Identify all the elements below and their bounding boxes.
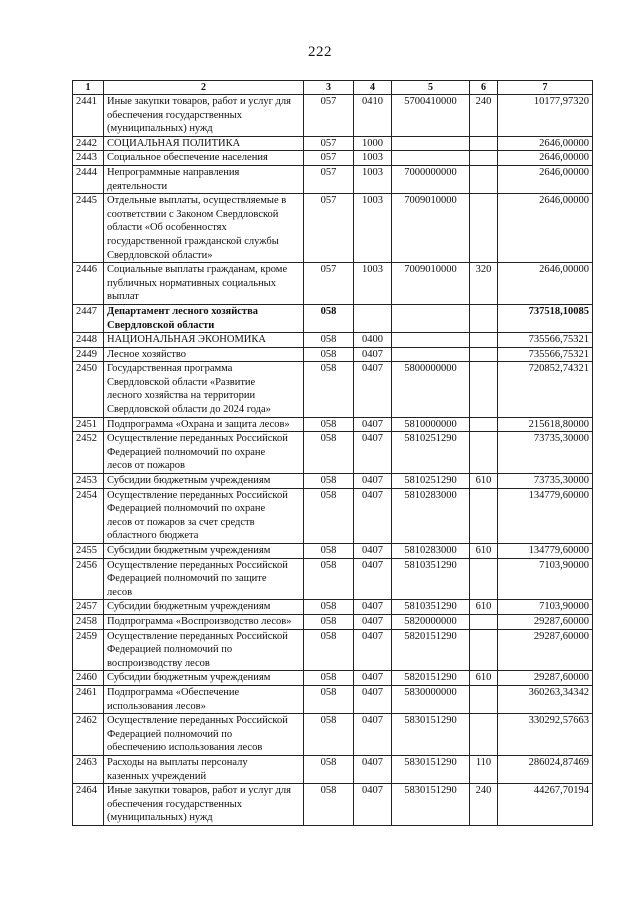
- row-target-article-code: 5810283000: [392, 544, 470, 559]
- row-target-article-code: 7009010000: [392, 194, 470, 263]
- row-section-code: 0407: [354, 488, 392, 543]
- row-amount: 29287,60000: [498, 671, 593, 686]
- table-row: [73, 784, 593, 826]
- row-name-line: Свердловской области до 2024 года»: [107, 404, 271, 416]
- row-target-article-code: 5810251290: [392, 474, 470, 489]
- row-amount: 2646,00000: [498, 263, 593, 305]
- row-expense-type-code: [470, 194, 498, 263]
- table-row: [73, 432, 593, 474]
- row-amount: 286024,87469: [498, 755, 593, 783]
- row-target-article-code: 5830151290: [392, 755, 470, 783]
- row-target-article-code: [392, 136, 470, 151]
- row-expense-type-code: 240: [470, 95, 498, 137]
- header-col-5: 5: [392, 81, 470, 95]
- row-grbs-code: 058: [304, 362, 354, 417]
- row-name-line: лесного хозяйства на территории: [107, 390, 256, 402]
- row-amount: 735566,75321: [498, 333, 593, 348]
- row-name-line: (муниципальных) нужд: [107, 123, 213, 135]
- row-target-article-code: 7000000000: [392, 165, 470, 193]
- row-name: [104, 629, 304, 671]
- row-section-code: 0407: [354, 347, 392, 362]
- row-target-article-code: [392, 333, 470, 348]
- row-expense-type-code: [470, 347, 498, 362]
- row-target-article-code: 5800000000: [392, 362, 470, 417]
- row-name-line: лесов от пожаров: [107, 460, 185, 472]
- row-name: [104, 304, 304, 332]
- table-row: [73, 417, 593, 432]
- row-grbs-code: 058: [304, 544, 354, 559]
- row-grbs-code: 058: [304, 714, 354, 756]
- row-grbs-code: 057: [304, 194, 354, 263]
- row-target-article-code: 5830151290: [392, 784, 470, 826]
- table-row: [73, 544, 593, 559]
- row-name-line: лесов: [107, 586, 133, 598]
- row-name-line: Субсидии бюджетным учреждениям: [107, 475, 271, 487]
- budget-table: [72, 80, 593, 826]
- row-section-code: 0407: [354, 629, 392, 671]
- row-grbs-code: 058: [304, 629, 354, 671]
- row-name-line: Осуществление переданных Российской: [107, 489, 288, 501]
- row-section-code: 0407: [354, 362, 392, 417]
- row-amount: 330292,57663: [498, 714, 593, 756]
- table-row: [73, 685, 593, 713]
- row-section-code: 0407: [354, 558, 392, 600]
- row-expense-type-code: [470, 558, 498, 600]
- row-expense-type-code: 240: [470, 784, 498, 826]
- row-name: [104, 151, 304, 166]
- row-section-code: 0407: [354, 474, 392, 489]
- row-name-line: выплат: [107, 291, 139, 303]
- row-expense-type-code: [470, 614, 498, 629]
- table-row: [73, 671, 593, 686]
- row-name: [104, 194, 304, 263]
- row-name-line: государственной гражданской службы: [107, 235, 279, 247]
- row-amount: 2646,00000: [498, 151, 593, 166]
- table-body: [73, 95, 593, 826]
- row-name-line: публичных нормативных социальных: [107, 277, 276, 289]
- header-col-2: 2: [104, 81, 304, 95]
- row-name: [104, 714, 304, 756]
- row-name-line: воспроизводству лесов: [107, 657, 210, 669]
- row-grbs-code: 057: [304, 165, 354, 193]
- row-name-line: обеспечения государственных: [107, 109, 242, 121]
- row-number: 2463: [73, 755, 104, 783]
- row-name-line: Федерацией полномочий по охране: [107, 503, 266, 515]
- row-expense-type-code: [470, 432, 498, 474]
- row-name: [104, 474, 304, 489]
- row-expense-type-code: [470, 362, 498, 417]
- row-amount: 73735,30000: [498, 474, 593, 489]
- row-expense-type-code: [470, 165, 498, 193]
- row-target-article-code: 5810251290: [392, 432, 470, 474]
- row-amount: 360263,34342: [498, 685, 593, 713]
- row-name: [104, 558, 304, 600]
- row-amount: 737518,10085: [498, 304, 593, 332]
- table-row: [73, 151, 593, 166]
- row-name: [104, 333, 304, 348]
- row-section-code: 0407: [354, 685, 392, 713]
- row-section-code: 0400: [354, 333, 392, 348]
- row-section-code: 0407: [354, 600, 392, 615]
- row-target-article-code: 5830000000: [392, 685, 470, 713]
- row-name-line: Подпрограмма «Воспроизводство лесов»: [107, 615, 292, 627]
- table-row: [73, 488, 593, 543]
- row-name-line: (муниципальных) нужд: [107, 812, 213, 824]
- row-target-article-code: 7009010000: [392, 263, 470, 305]
- table-row: [73, 263, 593, 305]
- row-grbs-code: 058: [304, 333, 354, 348]
- row-expense-type-code: 610: [470, 474, 498, 489]
- row-expense-type-code: [470, 629, 498, 671]
- row-expense-type-code: 610: [470, 671, 498, 686]
- row-target-article-code: [392, 151, 470, 166]
- row-name-line: использования лесов»: [107, 700, 206, 712]
- row-amount: 134779,60000: [498, 544, 593, 559]
- row-name: [104, 784, 304, 826]
- row-name-line: лесов от пожаров за счет средств: [107, 516, 255, 528]
- row-name-line: обеспечению использования лесов: [107, 742, 263, 754]
- row-number: 2444: [73, 165, 104, 193]
- row-number: 2445: [73, 194, 104, 263]
- row-section-code: 0407: [354, 671, 392, 686]
- row-grbs-code: 058: [304, 474, 354, 489]
- row-number: 2464: [73, 784, 104, 826]
- row-amount: 29287,60000: [498, 614, 593, 629]
- row-section-code: 1003: [354, 263, 392, 305]
- row-number: 2447: [73, 304, 104, 332]
- row-amount: 73735,30000: [498, 432, 593, 474]
- row-name-line: СОЦИАЛЬНАЯ ПОЛИТИКА: [107, 137, 241, 149]
- table-row: [73, 714, 593, 756]
- row-grbs-code: 058: [304, 488, 354, 543]
- page-number: 222: [308, 44, 332, 60]
- row-number: 2449: [73, 347, 104, 362]
- row-name: [104, 488, 304, 543]
- row-name-line: Федерацией полномочий по: [107, 644, 233, 656]
- header-col-3: 3: [304, 81, 354, 95]
- row-name-line: Социальное обеспечение населения: [107, 152, 268, 164]
- row-name-line: Федерацией полномочий по защите: [107, 573, 267, 585]
- row-expense-type-code: [470, 685, 498, 713]
- row-section-code: 0407: [354, 614, 392, 629]
- row-name-line: НАЦИОНАЛЬНАЯ ЭКОНОМИКА: [107, 334, 266, 346]
- row-section-code: 0407: [354, 755, 392, 783]
- row-grbs-code: 057: [304, 136, 354, 151]
- row-target-article-code: 5830151290: [392, 714, 470, 756]
- row-section-code: 1003: [354, 165, 392, 193]
- header-col-6: 6: [470, 81, 498, 95]
- row-name: [104, 685, 304, 713]
- row-target-article-code: 5820000000: [392, 614, 470, 629]
- row-amount: 29287,60000: [498, 629, 593, 671]
- row-section-code: 1003: [354, 194, 392, 263]
- row-name-line: области «Об особенностях: [107, 222, 227, 234]
- row-number: 2441: [73, 95, 104, 137]
- header-row: [73, 81, 593, 95]
- row-amount: 720852,74321: [498, 362, 593, 417]
- row-amount: 134779,60000: [498, 488, 593, 543]
- row-grbs-code: 058: [304, 417, 354, 432]
- row-amount: 735566,75321: [498, 347, 593, 362]
- row-name-line: Федерацией полномочий по: [107, 728, 233, 740]
- table-row: [73, 333, 593, 348]
- table-row: [73, 474, 593, 489]
- row-expense-type-code: 610: [470, 600, 498, 615]
- table-row: [73, 194, 593, 263]
- row-name-line: Субсидии бюджетным учреждениям: [107, 545, 271, 556]
- row-number: 2443: [73, 151, 104, 166]
- table-row: [73, 304, 593, 332]
- row-target-article-code: 5810351290: [392, 558, 470, 600]
- table-row: [73, 136, 593, 151]
- row-grbs-code: 058: [304, 614, 354, 629]
- row-number: 2462: [73, 714, 104, 756]
- row-name: [104, 136, 304, 151]
- row-name-line: Федерацией полномочий по охране: [107, 446, 266, 458]
- table-row: [73, 755, 593, 783]
- row-target-article-code: 5810283000: [392, 488, 470, 543]
- row-name-line: Государственная программа: [107, 363, 233, 375]
- row-number: 2460: [73, 671, 104, 686]
- row-number: 2453: [73, 474, 104, 489]
- row-target-article-code: [392, 347, 470, 362]
- row-name-line: Свердловской области: [107, 319, 215, 331]
- row-name-line: Подпрограмма «Обеспечение: [107, 686, 240, 698]
- row-amount: 10177,97320: [498, 95, 593, 137]
- table-row: [73, 362, 593, 417]
- row-amount: 215618,80000: [498, 417, 593, 432]
- row-number: 2458: [73, 614, 104, 629]
- row-number: 2446: [73, 263, 104, 305]
- row-name: [104, 755, 304, 783]
- row-grbs-code: 058: [304, 784, 354, 826]
- row-expense-type-code: 320: [470, 263, 498, 305]
- row-name-line: Субсидии бюджетным учреждениям: [107, 601, 271, 613]
- row-name-line: Иные закупки товаров, работ и услуг для: [107, 785, 291, 797]
- row-amount: 2646,00000: [498, 136, 593, 151]
- row-amount: 2646,00000: [498, 194, 593, 263]
- row-section-code: 0407: [354, 432, 392, 474]
- header-col-4: 4: [354, 81, 392, 95]
- row-target-article-code: 5810351290: [392, 600, 470, 615]
- row-name-line: деятельности: [107, 180, 168, 192]
- row-name: [104, 600, 304, 615]
- row-target-article-code: 5810000000: [392, 417, 470, 432]
- row-name-line: Свердловской области «Развитие: [107, 376, 256, 388]
- row-name: [104, 347, 304, 362]
- row-expense-type-code: [470, 417, 498, 432]
- row-name-line: Департамент лесного хозяйства: [107, 305, 259, 317]
- row-name: [104, 671, 304, 686]
- row-grbs-code: 058: [304, 671, 354, 686]
- row-grbs-code: 058: [304, 347, 354, 362]
- row-name-line: Осуществление переданных Российской: [107, 559, 288, 571]
- table-row: [73, 558, 593, 600]
- row-target-article-code: [392, 304, 470, 332]
- row-expense-type-code: [470, 714, 498, 756]
- row-expense-type-code: 610: [470, 544, 498, 559]
- row-name-line: Отдельные выплаты, осуществляемые в: [107, 195, 287, 207]
- row-number: 2442: [73, 136, 104, 151]
- row-name: [104, 432, 304, 474]
- row-name-line: обеспечения государственных: [107, 798, 242, 810]
- row-expense-type-code: [470, 333, 498, 348]
- row-number: 2452: [73, 432, 104, 474]
- row-section-code: 0410: [354, 95, 392, 137]
- row-name-line: Осуществление переданных Российской: [107, 715, 288, 727]
- row-name-line: Лесное хозяйство: [107, 348, 186, 360]
- row-number: 2451: [73, 417, 104, 432]
- row-name: [104, 165, 304, 193]
- row-expense-type-code: [470, 304, 498, 332]
- row-name: [104, 95, 304, 137]
- row-name-line: Субсидии бюджетным учреждениям: [107, 672, 271, 684]
- table-row: [73, 629, 593, 671]
- row-name-line: Иные закупки товаров, работ и услуг для: [107, 96, 291, 107]
- row-name-line: Подпрограмма «Охрана и защита лесов»: [107, 418, 290, 430]
- row-grbs-code: 058: [304, 685, 354, 713]
- row-number: 2448: [73, 333, 104, 348]
- row-grbs-code: 058: [304, 600, 354, 615]
- row-grbs-code: 058: [304, 755, 354, 783]
- row-number: 2461: [73, 685, 104, 713]
- table-row: [73, 95, 593, 137]
- header-col-7: 7: [498, 81, 593, 95]
- row-section-code: 0407: [354, 784, 392, 826]
- row-amount: 44267,70194: [498, 784, 593, 826]
- row-expense-type-code: [470, 488, 498, 543]
- row-amount: 7103,90000: [498, 600, 593, 615]
- row-number: 2457: [73, 600, 104, 615]
- row-name-line: Осуществление переданных Российской: [107, 630, 288, 642]
- row-section-code: 1000: [354, 136, 392, 151]
- row-number: 2450: [73, 362, 104, 417]
- table-row: [73, 347, 593, 362]
- row-section-code: 0407: [354, 714, 392, 756]
- row-grbs-code: 058: [304, 558, 354, 600]
- row-name-line: Осуществление переданных Российской: [107, 433, 288, 445]
- row-name-line: Расходы на выплаты персоналу: [107, 756, 248, 768]
- row-grbs-code: 058: [304, 304, 354, 332]
- row-number: 2454: [73, 488, 104, 543]
- row-name-line: областного бюджета: [107, 530, 199, 542]
- row-section-code: 0407: [354, 544, 392, 559]
- row-amount: 7103,90000: [498, 558, 593, 600]
- row-grbs-code: 058: [304, 432, 354, 474]
- row-name-line: казенных учреждений: [107, 770, 207, 782]
- row-number: 2459: [73, 629, 104, 671]
- row-expense-type-code: [470, 151, 498, 166]
- row-expense-type-code: 110: [470, 755, 498, 783]
- row-name-line: Непрограммные направления: [107, 166, 240, 178]
- row-section-code: 0407: [354, 417, 392, 432]
- row-grbs-code: 057: [304, 95, 354, 137]
- row-name: [104, 263, 304, 305]
- row-name: [104, 417, 304, 432]
- header-col-1: 1: [73, 81, 104, 95]
- row-number: 2455: [73, 544, 104, 559]
- row-number: 2456: [73, 558, 104, 600]
- row-name: [104, 544, 304, 559]
- table-row: [73, 614, 593, 629]
- row-name-line: соответствии с Законом Свердловской: [107, 208, 279, 220]
- row-name: [104, 362, 304, 417]
- row-target-article-code: 5820151290: [392, 629, 470, 671]
- table-row: [73, 600, 593, 615]
- row-section-code: 1003: [354, 151, 392, 166]
- row-name-line: Свердловской области»: [107, 249, 213, 261]
- row-amount: 2646,00000: [498, 165, 593, 193]
- row-name-line: Социальные выплаты гражданам, кроме: [107, 264, 288, 276]
- row-target-article-code: 5820151290: [392, 671, 470, 686]
- row-expense-type-code: [470, 136, 498, 151]
- row-grbs-code: 057: [304, 151, 354, 166]
- row-grbs-code: 057: [304, 263, 354, 305]
- row-name: [104, 614, 304, 629]
- table-row: [73, 165, 593, 193]
- row-target-article-code: 5700410000: [392, 95, 470, 137]
- row-section-code: [354, 304, 392, 332]
